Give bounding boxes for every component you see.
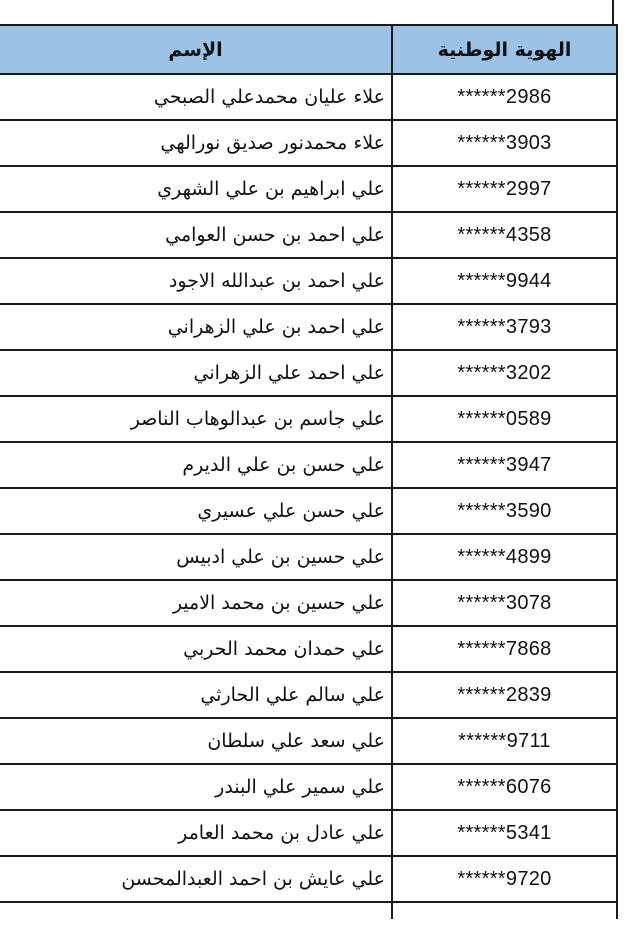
person-name-cell: علي عايش بن احمد العبدالمحسن <box>0 856 392 902</box>
person-name-cell: علي احمد علي الزهراني <box>0 350 392 396</box>
person-name-cell: علي سمير علي البندر <box>0 764 392 810</box>
table-row <box>0 580 617 626</box>
header-row <box>0 25 617 74</box>
column-header-national-id: الهوية الوطنية <box>392 25 617 74</box>
person-name-cell: علي حسن علي عسيري <box>0 488 392 534</box>
national-id-cell: ******0589 <box>392 396 617 442</box>
table-row-partial <box>0 902 617 919</box>
table-row <box>0 396 617 442</box>
national-id-table <box>0 24 618 919</box>
national-id-cell: ******4358 <box>392 212 617 258</box>
national-id-cell: ******9944 <box>392 258 617 304</box>
national-id-cell: ******2986 <box>392 74 617 120</box>
table-row <box>0 442 617 488</box>
national-id-cell: ******2839 <box>392 672 617 718</box>
empty-cell <box>392 902 617 919</box>
table-row <box>0 166 617 212</box>
national-id-cell: ******7868 <box>392 626 617 672</box>
person-name-cell: علي عادل بن محمد العامر <box>0 810 392 856</box>
person-name-cell: علي حسن بن علي الديرم <box>0 442 392 488</box>
column-header-name: الإسم <box>0 25 392 74</box>
national-id-cell: ******3202 <box>392 350 617 396</box>
table-row <box>0 626 617 672</box>
national-id-cell: ******3793 <box>392 304 617 350</box>
table-row <box>0 74 617 120</box>
person-name-cell: علي سالم علي الحارثي <box>0 672 392 718</box>
table-row <box>0 534 617 580</box>
person-name-cell: علي احمد بن عبدالله الاجود <box>0 258 392 304</box>
national-id-cell: ******5341 <box>392 810 617 856</box>
person-name-cell: علي سعد علي سلطان <box>0 718 392 764</box>
national-id-cell: ******3903 <box>392 120 617 166</box>
table-row <box>0 810 617 856</box>
person-name-cell: علي حسين بن محمد الامير <box>0 580 392 626</box>
grid-line <box>612 0 614 24</box>
national-id-cell: ******3590 <box>392 488 617 534</box>
table-row <box>0 672 617 718</box>
table-row <box>0 304 617 350</box>
table-row <box>0 718 617 764</box>
national-id-cell: ******6076 <box>392 764 617 810</box>
person-name-cell: علي ابراهيم بن علي الشهري <box>0 166 392 212</box>
person-name-cell: علي احمد بن علي الزهراني <box>0 304 392 350</box>
national-id-cell: ******9711 <box>392 718 617 764</box>
table-row <box>0 350 617 396</box>
person-name-cell: علي احمد بن حسن العوامي <box>0 212 392 258</box>
table-row <box>0 212 617 258</box>
table-body <box>0 74 617 919</box>
table-row <box>0 764 617 810</box>
person-name-cell: علاء عليان محمدعلي الصبحي <box>0 74 392 120</box>
empty-cell <box>0 902 392 919</box>
person-name-cell: علي حسين بن علي ادبيس <box>0 534 392 580</box>
table-row <box>0 258 617 304</box>
table-row <box>0 488 617 534</box>
person-name-cell: علي جاسم بن عبدالوهاب الناصر <box>0 396 392 442</box>
person-name-cell: علاء محمدنور صديق نورالهي <box>0 120 392 166</box>
person-name-cell: علي حمدان محمد الحربي <box>0 626 392 672</box>
national-id-cell: ******3947 <box>392 442 617 488</box>
national-id-cell: ******4899 <box>392 534 617 580</box>
national-id-cell: ******3078 <box>392 580 617 626</box>
national-id-cell: ******2997 <box>392 166 617 212</box>
table-row <box>0 120 617 166</box>
table-row <box>0 856 617 902</box>
national-id-cell: ******9720 <box>392 856 617 902</box>
